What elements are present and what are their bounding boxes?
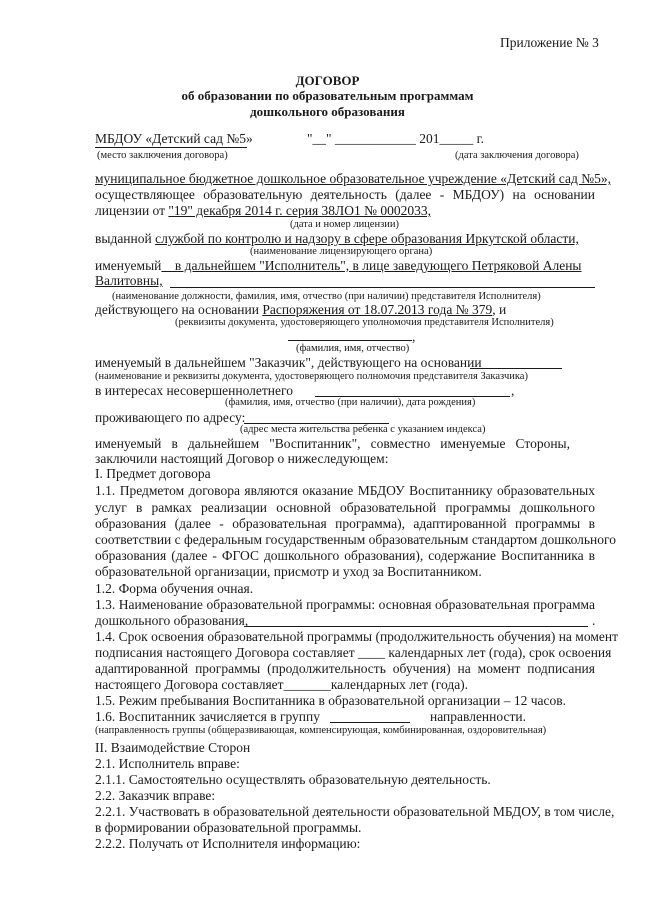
place-value: МБДОУ «Детский сад №5» xyxy=(95,131,253,146)
section-2-heading: II. Взаимодействие Сторон xyxy=(95,740,251,755)
clause-1-6-text: 1.6. Воспитанник зачисляется в группу xyxy=(95,709,320,724)
clause-1-4-line-3: адаптированной программы (продолжительность обучения) на момент подписания xyxy=(95,661,595,676)
customer-authority-field[interactable] xyxy=(470,368,562,369)
clause-1-1-line-6: образовательной организации, присмотр и уход за Воспитанником. xyxy=(95,564,482,579)
clause-1-3-line-2: дошкольного образования, xyxy=(95,613,249,628)
program-name-field[interactable] xyxy=(244,626,588,627)
customer-name-caption: (фамилия, имя, отчество) xyxy=(296,343,410,354)
executor-rep-caption: (наименование должности, фамилия, имя, отчество (при наличии) представителя Исполнителя) xyxy=(112,291,541,302)
clause-1-6-end: направленности. xyxy=(430,709,526,724)
clause-1-1-line-1: 1.1. Предметом договора являются оказание МБДОУ Воспитаннику образовательных xyxy=(95,483,595,498)
executor-name-line: муниципальное бюджетное дошкольное образовательное учреждение «Детский сад №5», xyxy=(95,171,611,186)
clause-2-2-2: 2.2.2. Получать от Исполнителя информацию: xyxy=(95,836,361,851)
executor-authority-caption: (реквизиты документа, удостоверяющего уполномочия представителя Исполнителя) xyxy=(175,317,554,328)
clause-1-1-line-3: образования (далее - образовательная программа), адаптированной программы в xyxy=(95,516,595,531)
document-title: ДОГОВОР xyxy=(295,73,360,88)
clause-1-2: 1.2. Форма обучения очная. xyxy=(95,581,254,596)
child-interest-line: в интересах несовершеннолетнего xyxy=(95,383,293,398)
executor-rep-underline xyxy=(170,287,595,288)
clause-1-1-line-5: образования (далее - ФГОС дошкольного образования), содержание Воспитанника в xyxy=(95,548,595,563)
child-name-comma: , xyxy=(511,383,515,398)
clause-2-2: 2.2. Заказчик вправе: xyxy=(95,788,216,803)
document-subtitle-1: об образовании по образовательным программам xyxy=(181,88,474,103)
date-caption: (дата заключения договора) xyxy=(455,150,579,161)
child-address-line: проживающего по адресу: xyxy=(95,410,246,425)
pupil-alias-line: именуемый в дальнейшем "Воспитанник", совместно именуемые Стороны, xyxy=(95,436,570,451)
clause-2-1: 2.1. Исполнитель вправе: xyxy=(95,756,240,771)
executor-alias-value: в дальнейшем "Исполнитель", в лице заведующего Петряковой Алены xyxy=(161,258,582,273)
customer-authority-caption: (наименование и реквизиты документа, удостоверяющего полномочия представителя Заказчика) xyxy=(95,371,528,382)
group-orientation-caption: (направленность группы (общеразвивающая, компенсирующая, комбинированная, оздоровительная) xyxy=(95,725,547,736)
clause-2-2-1-line-1: 2.2.1. Участвовать в образовательной деятельности образовательной МБДОУ, в том числе, xyxy=(95,804,615,819)
executor-authority-line: действующего на основании Распоряжения от 18.07.2013 года № 379, и xyxy=(95,302,507,317)
license-value: "19" декабря 2014 г. серия 38ЛО1 № 0002033, xyxy=(168,203,431,218)
clause-1-3-line-1: 1.3. Наименование образовательной программы: основная образовательная программа xyxy=(95,597,595,612)
customer-name-comma: , xyxy=(412,329,416,344)
group-orientation-field[interactable] xyxy=(330,722,410,723)
clause-2-1-1: 2.1.1. Самостоятельно осуществлять образовательную деятельность. xyxy=(95,772,491,787)
customer-alias-line: именуемый в дальнейшем "Заказчик", действующего на основании xyxy=(95,355,482,370)
clause-2-2-1-line-2: в формировании образовательной программы. xyxy=(95,820,362,835)
clause-1-1-line-2: услуг в рамках реализации основной образовательной программы дошкольного xyxy=(95,500,595,515)
document-subtitle-2: дошкольного образования xyxy=(250,104,405,119)
clause-1-4-line-1: 1.4. Срок освоения образовательной программы (продолжительность обучения) на момент xyxy=(95,629,618,644)
license-caption: (дата и номер лицензии) xyxy=(290,219,399,230)
appendix-label: Приложение № 3 xyxy=(500,35,599,50)
clause-1-3-period: . xyxy=(592,613,596,628)
executor-alias-line: именуемый в дальнейшем "Исполнитель", в лице заведующего Петряковой Алены xyxy=(95,258,582,273)
clause-1-4-line-4: настоящего Договора составляет_______календарных лет (года). xyxy=(95,677,469,692)
child-name-caption: (фамилия, имя, отчество (при наличии), дата рождения) xyxy=(225,397,476,408)
executor-authority-value: Распоряжения от 18.07.2013 года № 379 xyxy=(262,302,493,317)
issuer-value: службой по контролю и надзору в сфере образования Иркутской области, xyxy=(155,231,579,246)
clause-1-5: 1.5. Режим пребывания Воспитанника в образовательной организации – 12 часов. xyxy=(95,693,566,708)
agreement-intro: заключили настоящий Договор о нижеследующем: xyxy=(95,451,389,466)
clause-1-1-line-4: соответствии с федеральным государственным образовательным стандартом дошкольного xyxy=(95,532,616,547)
date-blank: "__" ____________ 201_____ г. xyxy=(307,131,485,146)
place-underline xyxy=(95,147,247,148)
issuer-caption: (наименование лицензирующего органа) xyxy=(250,246,433,257)
executor-basis-line: осуществляющее образовательную деятельность (далее - МБДОУ) на основании xyxy=(95,187,595,202)
child-address-caption: (адрес места жительства ребенка с указанием индекса) xyxy=(240,424,486,435)
customer-name-field[interactable] xyxy=(288,340,412,341)
executor-rep-name: Валитовны, xyxy=(95,273,163,288)
license-line: лицензии от "19" декабря 2014 г. серия 38ЛО1 № 0002033, xyxy=(95,203,431,218)
issuer-line: выданной службой по контролю и надзору в сфере образования Иркутской области, xyxy=(95,231,579,246)
section-1-heading: I. Предмет договора xyxy=(95,466,211,481)
place-caption: (место заключения договора) xyxy=(97,150,228,161)
clause-1-4-line-2: подписания настоящего Договора составляет ____ календарных лет (года), срок освоения xyxy=(95,645,612,660)
